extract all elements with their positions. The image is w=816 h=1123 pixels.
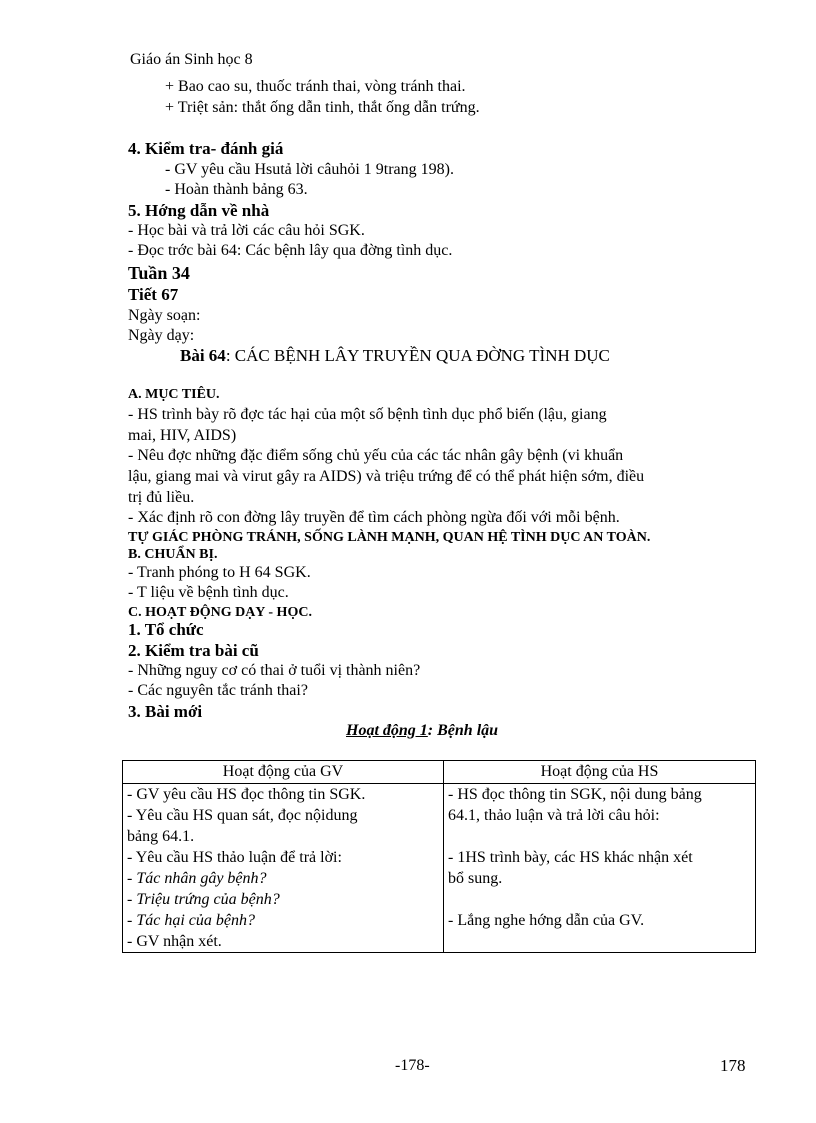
preparation-item-1: - Tranh phóng to H 64 SGK. [128, 564, 311, 581]
table-row [123, 784, 756, 953]
gv-line: bảng 64.1. [127, 828, 195, 845]
footer-page-number: -178- [395, 1057, 430, 1074]
gv-line: - Yêu cầu HS quan sát, đọc nộidung [127, 807, 358, 824]
activity-label: Hoạt động 1 [346, 722, 428, 739]
lesson-title [180, 346, 610, 366]
lesson-title-text: : CÁC BỆNH LÂY TRUYỀN QUA ĐỜNG TÌNH DỤC [225, 346, 610, 365]
date-taught: Ngày dạy: [128, 327, 195, 344]
date-prepared: Ngày soạn: [128, 307, 201, 324]
week-label: Tuần 34 [128, 263, 190, 283]
review-heading: 2. Kiểm tra bài cũ [128, 641, 259, 660]
objective-line-5: trị đủ liều. [128, 489, 195, 506]
review-item-1: - Những nguy cơ có thai ở tuổi vị thành niên? [128, 662, 421, 679]
gv-line: - GV yêu cầu HS đọc thông tin SGK. [127, 786, 366, 803]
section5-item-2: - Đọc trớc bài 64: Các bệnh lây qua đờng tình dục. [128, 242, 453, 259]
lesson-title-number: Bài 64 [180, 346, 226, 365]
section4-item-1: - GV yêu cầu Hsutả lời câuhỏi 1 9trang 198). [165, 161, 454, 178]
organization-heading: 1. Tổ chức [128, 620, 204, 639]
hs-line: - Lắng nghe hớng dẫn của GV. [448, 912, 645, 929]
section5-heading: 5. Hớng dẫn về nhà [128, 201, 270, 220]
footer-number: 178 [720, 1056, 746, 1075]
section4-item-2: - Hoàn thành bảng 63. [165, 181, 308, 198]
table-header-hs: Hoạt động của HS [444, 761, 756, 784]
new-lesson-heading: 3. Bài mới [128, 702, 203, 721]
contraception-line-1: + Bao cao su, thuốc tránh thai, vòng tránh thai. [165, 78, 466, 95]
table-header-gv: Hoạt động của GV [123, 761, 444, 784]
gv-activities-cell [123, 784, 444, 953]
gv-question: - Tác hại của bệnh? [127, 912, 255, 929]
sectionB-heading: B. CHUẨN BỊ. [128, 547, 218, 562]
hs-line: bổ sung. [448, 870, 503, 887]
objective-line-6: - Xác định rõ con đờng lây truyền để tìm cách phòng ngừa đối với mỗi bệnh. [128, 509, 620, 526]
objective-line-3: - Nêu đợc những đặc điểm sống chủ yếu của các tác nhân gây bệnh (vi khuẩn [128, 447, 624, 464]
gv-line: - Yêu cầu HS thảo luận để trả lời: [127, 849, 342, 866]
preparation-item-2: - T liệu về bệnh tình dục. [128, 584, 289, 601]
hs-line [448, 889, 751, 910]
hs-line: - 1HS trình bày, các HS khác nhận xét [448, 849, 693, 866]
document-header: Giáo án Sinh học 8 [130, 51, 253, 68]
hs-line: - HS đọc thông tin SGK, nội dung bảng [448, 786, 702, 803]
review-item-2: - Các nguyên tắc tránh thai? [128, 682, 308, 699]
contraception-line-2: + Triệt sản: thắt ống dẫn tinh, thắt ống dẫn trứng. [165, 99, 480, 116]
sectionA-heading: A. MỤC TIÊU. [128, 387, 220, 402]
activity-table [122, 760, 756, 953]
gv-question: - Triệu trứng của bệnh? [127, 891, 280, 908]
hs-line [448, 826, 751, 847]
hs-line: 64.1, thảo luận và trả lời câu hỏi: [448, 807, 660, 824]
lesson-label: Tiết 67 [128, 285, 179, 304]
objective-bold-line: TỰ GIÁC PHÒNG TRÁNH, SỐNG LÀNH MẠNH, QUAN HỆ TÌNH DỤC AN TOÀN. [128, 530, 651, 545]
activity-title [346, 721, 498, 741]
hs-line [448, 931, 751, 952]
gv-line: - GV nhận xét. [127, 933, 222, 950]
section4-heading: 4. Kiểm tra- đánh giá [128, 139, 284, 158]
activity-name: : Bệnh lậu [427, 722, 499, 739]
table-header-row [123, 761, 756, 784]
gv-question: - Tác nhân gây bệnh? [127, 870, 267, 887]
hs-activities-cell [444, 784, 756, 953]
objective-line-2: mai, HIV, AIDS) [128, 427, 237, 444]
objective-line-1: - HS trình bày rõ đợc tác hại của một số bệnh tình dục phổ biến (lậu, giang [128, 406, 607, 423]
objective-line-4: lậu, giang mai và virut gây ra AIDS) và triệu trứng để có thể phát hiện sớm, điều [128, 468, 645, 485]
sectionC-heading: C. HOẠT ĐỘNG DẠY - HỌC. [128, 605, 312, 620]
section5-item-1: - Học bài và trả lời các câu hỏi SGK. [128, 222, 365, 239]
